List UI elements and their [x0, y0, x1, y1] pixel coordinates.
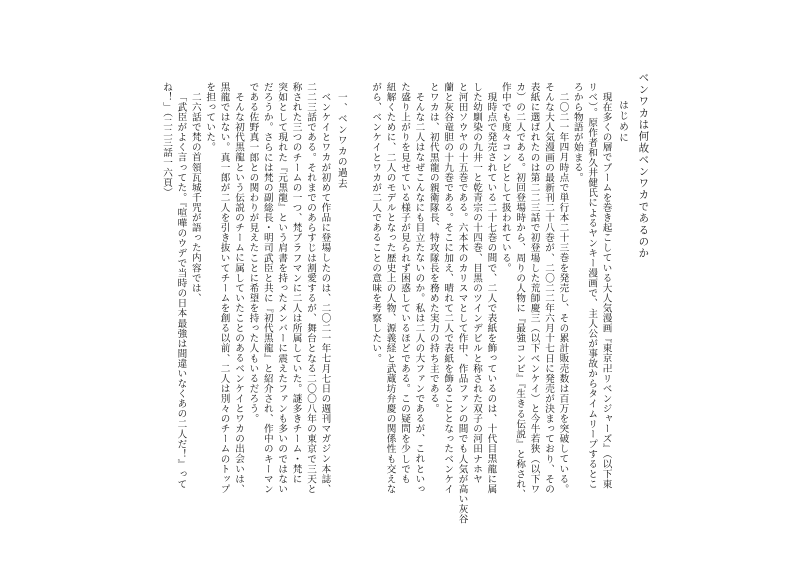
section1-line: 突如として現れた『元黒龍』という肩書を持ったメンバーに震えたファンも多いのではない	[276, 82, 288, 495]
section1-line: そんな初代黒龍という伝説のチームに属していたことのあるベンケイとワカの出会いは、	[233, 92, 244, 494]
section1-line: である佐野真一郎との関わりが見えたことに希望を持った人もいるだろう。	[247, 82, 259, 424]
section1-heading: 一、ベンワカの過去	[335, 92, 347, 190]
intro-line: がら、ベンケイとワカが二人であることの意味を考察したい。	[370, 82, 382, 364]
intro-line: 紐解くために、二人のモデルとなった歴史上の人物、源義経と武蔵坊弁慶の関係性も交えな	[384, 82, 396, 495]
intro-line: そんな二人はなぜこんなにも目立たないのか。私は二人の大ファンであるが、これといっ	[413, 92, 425, 494]
section1-line: を担っていた。	[204, 82, 216, 153]
intro-line: カ）の二人である。初回登場時から、周りの人物に『最強コンビ』『生きる伝説』と称され、	[514, 82, 526, 500]
intro-line: ろから物語が始まる。	[571, 82, 583, 183]
intro-line: そんな大人気漫画の最新刊二十八巻が、二〇二二年六月十七日に発売が決まっており、その	[543, 82, 554, 495]
intro-line: 二〇二一年四月時点で単行本二十三巻を発売し、その累計販売数は百万を突破している。	[557, 92, 569, 494]
section1-line: ベンケイとワカが初めて作品に登場したのは、二〇二一年七月七日の週刊マガジン本誌、	[319, 92, 331, 494]
section1-line: 二二三話である。それまでのあらすじは割愛するが、舞台となる二〇〇八年の東京で三天と	[305, 82, 316, 495]
section1-line: 黒龍ではない。真一郎が二人を引き抜いてチームを創る以前、二人は別々のチームのトップ	[218, 82, 230, 495]
intro-line: た盛り上がりを見せている様子が見られず困惑しているほどである。この疑問を少しでも	[399, 82, 410, 484]
section1-line: 「武臣がよく言ってた。『喧嘩のウデで当時の日本最強は間違いなくあの二人だ！』って	[175, 92, 187, 490]
intro-line: と河田ソウヤの十五巻である。六本木のカリスマとして作中、作品ファンの間でも人気が高い灰谷	[456, 82, 468, 525]
intro-line: 現時点で発売されている二十七巻の間で、二人で表紙を飾っているのは、十代目黒龍に属	[485, 92, 497, 494]
section1-line: 二六話で梵の首領瓦城千咒が語った内容では、	[189, 92, 201, 304]
intro-line: 現在多くの層でブームを巻き起こしている大人気漫画『東京卍リベンジャーズ』（以下東	[600, 92, 612, 490]
intro-line: 蘭と灰谷竜胆の十九巻である。そこに加え、晴れて二人で表紙を飾ることとなったベンケイ	[442, 82, 454, 495]
intro-line: 表紙に選ばれたのは第二二三話で初登場した荒師慶三（以下ベンケイ）と今牛若狭（以下ワ	[528, 82, 540, 495]
intro-line: とワカは、初代黒龍の親衛隊長、特攻隊長を務めた実力の持ち主である。	[427, 82, 439, 414]
section1-line: 称された三つのチームの一つ、梵ブラフマンに二人は所属していた。謎多きチーム・梵に	[290, 82, 302, 484]
section1-line: ね！」（二二三話一六頁）	[161, 82, 172, 198]
intro-heading: はじめに	[617, 100, 628, 144]
intro-line: リベ）。原作者和久井健氏によるヤンキー漫画で、主人公が事故からタイムリープするとこ	[586, 82, 598, 490]
document-title: ベンワカは何故ベンワカであるのか	[637, 72, 650, 260]
intro-line: した幼馴染の九井一と乾青宗の十四巻、目黒のツインデビルと称された双子の河田ナホヤ	[471, 82, 482, 484]
intro-line: 作中でも度々コンビとして扱われている。	[499, 82, 511, 273]
section1-line: だろうか。さらには梵の副総長・明司武臣と共に『初代黒龍』と紹介され、作中のキーマン	[261, 82, 273, 495]
